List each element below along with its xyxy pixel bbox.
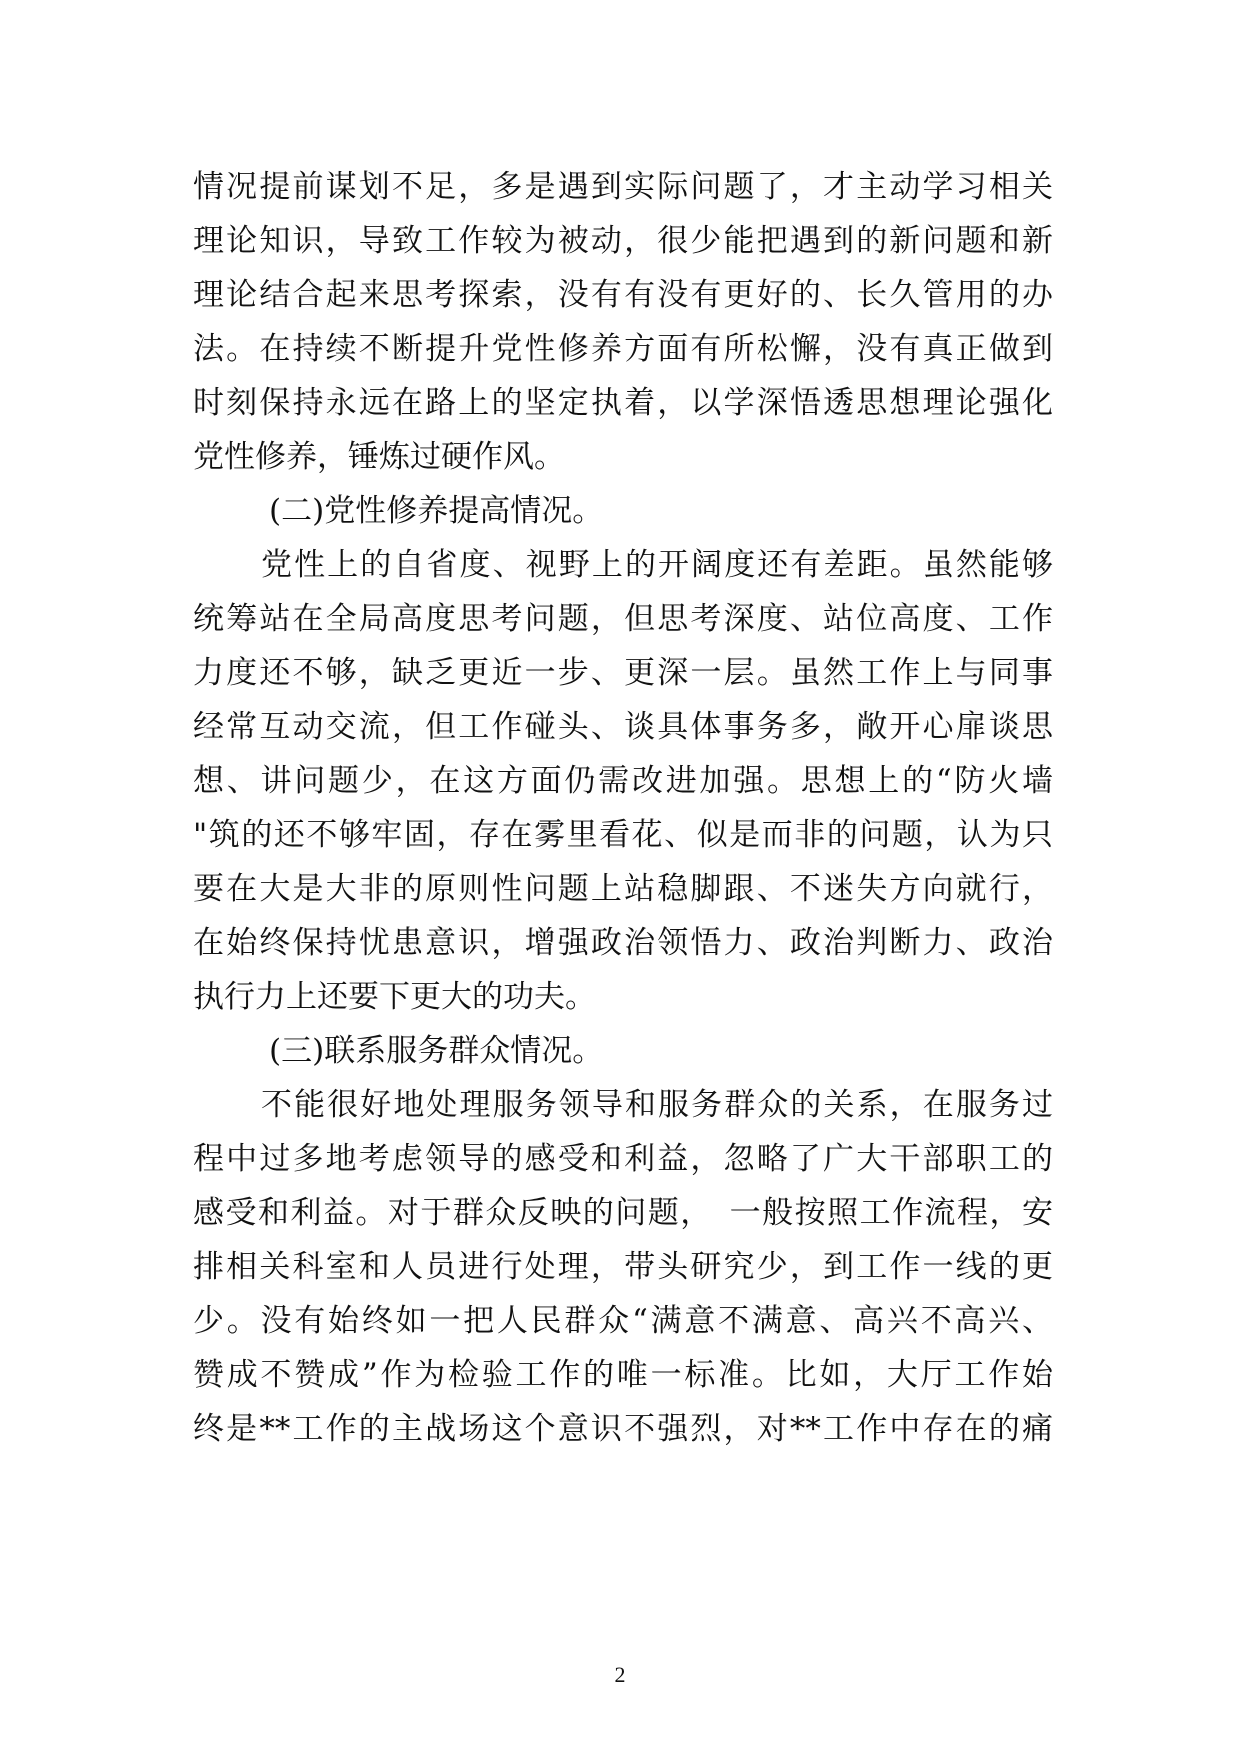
text-line: 时刻保持永远在路上的坚定执着，以学深悟透思想理论强化	[193, 385, 1053, 421]
text-line: 终是**工作的主战场这个意识不强烈，对**工作中存在的痛	[193, 1411, 1053, 1447]
paragraph-3	[193, 1078, 1053, 1456]
text-line: 在始终保持忧患意识，增强政治领悟力、政治判断力、政治	[193, 925, 1053, 961]
text-line: 统筹站在全局高度思考问题，但思考深度、站位高度、工作	[193, 601, 1053, 637]
text-line: 排相关科室和人员进行处理，带头研究少，到工作一线的更	[193, 1249, 1053, 1285]
text-line: 程中过多地考虑领导的感受和利益，忽略了广大干部职工的	[193, 1141, 1053, 1177]
text-line: 执行力上还要下更大的功夫。	[193, 979, 596, 1015]
text-line: 不能很好地处理服务领导和服务群众的关系，在服务过	[261, 1087, 1053, 1123]
text-line: 理论知识，导致工作较为被动，很少能把遇到的新问题和新	[193, 223, 1053, 259]
text-line: 理论结合起来思考探索，没有有没有更好的、长久管用的办	[193, 277, 1053, 313]
section-heading-2: (二)党性修养提高情况。	[269, 493, 604, 529]
section-heading-3: (三)联系服务群众情况。	[269, 1033, 604, 1069]
paragraph-1	[193, 160, 1053, 484]
text-line: 法。在持续不断提升党性修养方面有所松懈，没有真正做到	[193, 331, 1053, 367]
text-line: 党性上的自省度、视野上的开阔度还有差距。虽然能够	[261, 547, 1053, 583]
text-line: 情况提前谋划不足，多是遇到实际问题了，才主动学习相关	[193, 169, 1053, 205]
text-line: 党性修养，锤炼过硬作风。	[193, 439, 565, 475]
text-line: 少。没有始终如一把人民群众“满意不满意、高兴不高兴、	[193, 1303, 1053, 1339]
text-line: 要在大是大非的原则性问题上站稳脚跟、不迷失方向就行，	[193, 871, 1053, 907]
text-line: 感受和利益。对于群众反映的问题， 一般按照工作流程，安	[193, 1195, 1053, 1231]
page-number: 2	[614, 1662, 626, 1687]
paragraph-2	[193, 538, 1053, 1024]
text-line: 想、讲问题少，在这方面仍需改进加强。思想上的“防火墙	[193, 763, 1053, 799]
text-line: 经常互动交流，但工作碰头、谈具体事务多，敞开心扉谈思	[193, 709, 1053, 745]
text-line: 力度还不够，缺乏更近一步、更深一层。虽然工作上与同事	[193, 655, 1053, 691]
text-line: 赞成不赞成”作为检验工作的唯一标准。比如，大厅工作始	[193, 1357, 1053, 1393]
text-line: "筑的还不够牢固，存在雾里看花、似是而非的问题，认为只	[193, 817, 1053, 853]
document-body	[193, 160, 1053, 1456]
